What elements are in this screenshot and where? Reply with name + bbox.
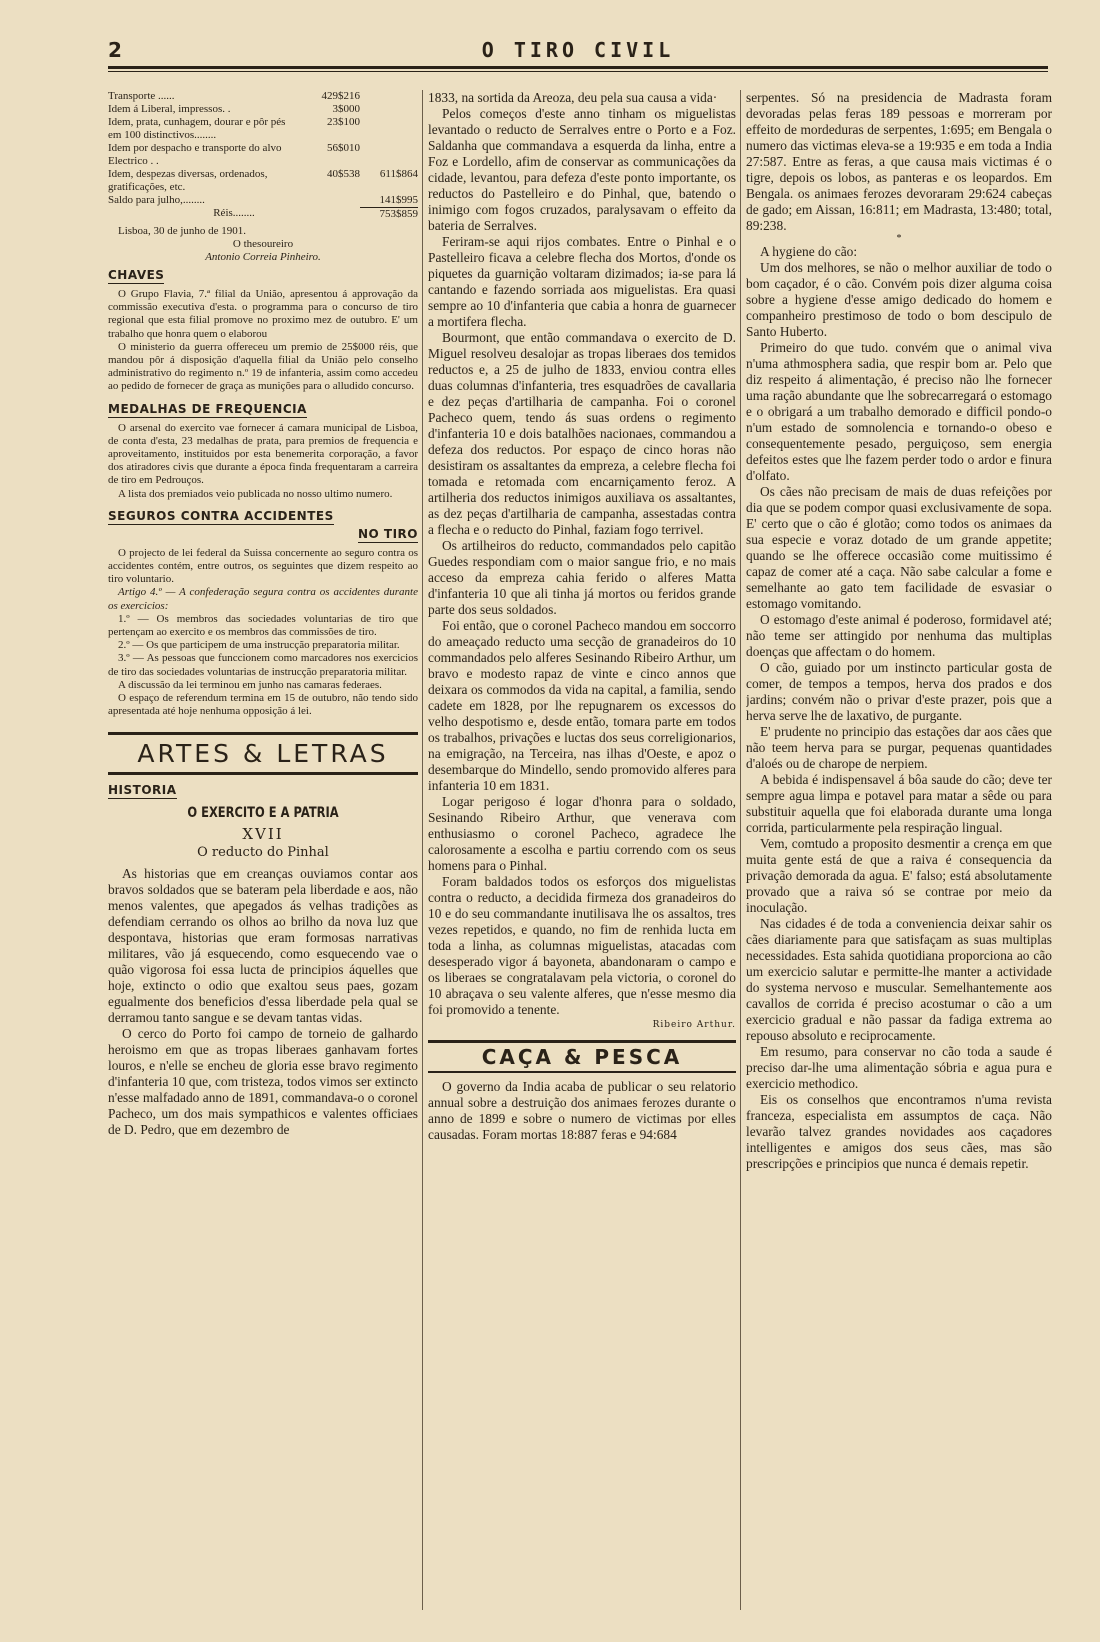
history-article-continued: 1833, na sortida da Areoza, deu pela sua causa a vida· Pelos começos d'este anno tinham os miguelistas levantado o reducto de Serralves entre o Porto e a Foz. Saldanha que commandava a esquerda da linha, entre a Foz e Lordello, afim de conservar as communicações da cidade, levantou, para defeza d'este ponto importante, os reductos do Pastelleiro e do Pinhal, que, batendo o inimigo com fogos cruzados, paralysavam o effeito da bateria de Serralves. Feriram-se aqui rijos combates. Entre o Pinhal e o Pastelleiro ficava a celebre flecha dos Mortos, d'onde os piquetes da guarnição voltaram dizimados; ia-se para lá cantando e fazendo sorriada aos miguelistas. Era quasi sempre ao 10 d'infanteria que cabia a honra de guarnecer a mortifera flecha. Bourmont, que então commandava o exercito de D. Miguel resolveu desalojar as tropas liberaes dos temidos reductos e, a 25 de julho de 1833, enviou contra elles duas columnas d'infanteria, tres esquadrões de cavallaria e dez peças d'artilharia de campanha. Foi o coronel Pacheco quem, tendo ás suas ordens o regimento d'infanteria 10 e dois batalhões nacionaes, commandou a defeza dos reductos. Por espaço de cinco horas não desistiram os assaltantes da empreza, a celebre flecha foi tomada e retomada com encarniçamento feroz. A artilheria dos reductos inimigos auxiliava os assaltantes, as dez peças d'artilharia de campanha, assestadas contra a flecha e o reducto do Pinhal, faziam fogo terrivel. Os artilheiros do reducto, commandados pelo capitão Guedes respondiam com o maior sangue frio, e no mais acceso da empreza cahia ferido o alferes Matta d'infanteria 10 que ali tinha já mortos ou feridos grande parte dos seus soldados. Foi então, que o coronel Pacheco mandou em soccorro do ameaçado reducto uma secção de granadeiros do 10 commandados pelo alferes Sesinando Ribeiro Arthur, um bravo e modesto rapaz de vinte e cinco annos que deixara os commodos da vida na capital, a familia, sendo cadete em 1828, por lhe repugnarem os excessos do velho despotismo e, desde então, tomara parte em todos os trabalhos, privações e luctas dos seus correligionarios, na emigração, na Terceira, nas ilhas d'Oeste, e apoz o desembarque do Mindello, sendo promovido alferes para infanteria 10 em 1831. Logar perigoso é logar d'honra para o soldado, Sesinando Ribeiro Arthur, que venerava com enthusiasmo o coronel Pacheco, agradece lhe calorosamente a escolha e partiu correndo com os seus homens para o Pinhal. Foram baldados todos os esforços dos miguelistas contra o reducto, a decidida firmeza dos granadeiros do 10 e do seu commandante inutilisava lhe os assaltos, tres vezes repetidos, e quando, no fim de renhida lucta em toda a linha, as columnas miguelistas, atacadas com desesperado vigor á bayoneta, abandonaram o campo e os liberaes se congratalavam pela victoria, o coronel do 10 abraçava o seu valente alferes, que n'esse mesmo dia foi promovido a tenente. (428, 90, 736, 1017)
section-heading-medalhas: MEDALHAS DE FREQUENCIA (108, 401, 307, 416)
treasury-account (108, 90, 418, 264)
account-row: Transporte ...... 429$216 (108, 90, 360, 102)
treasurer-name: Antonio Correia Pinheiro. (205, 251, 321, 263)
section-title-artes-letras: ARTES & LETRAS (108, 732, 418, 775)
account-row: Idem, prata, cunhagem, dourar e pôr pés em 100 distinctivos........ 23$100 (108, 116, 360, 141)
caca-article-continued: serpentes. Só na presidencia de Madrasta foram devoradas pelas feras 189 pessoas e morreram por effeito de mordeduras de serpentes, 1:695; em Bengala o numero das victimas eleva-se a 19:935 e em toda a India 27:587. Entre as feras, a que causa mais victimas é o tigre, depois os lobos, as panteras e os leopardos. Em Bengala. os animaes ferozes devoraram 29:624 cabeças de gado; em Aissan, 16:811; em Madrasta, 13:480; total, 89:238. * A hygiene do cão: Um dos melhores, se não o melhor auxiliar de todo o bom caçador, é o cão. Convém pois dizer alguma coisa sobre a hygiene d'esse amigo dedicado do homem e companheiro prestimoso de todo o bom descipulo de Santo Huberto. Primeiro do que tudo. convém que o animal viva n'uma athmosphera sadia, que respir bom ar. Pelo que diz respeito á alimentação, é preciso não lhe fornecer uma ração abundante que lhe sobrecarregará o estomago e o obrigará a um trabalho demorado e difficil pondo-o n'um estado de somnolencia e tornando-o obeso e consequentemente pesado, perguiçoso, sem energia defeitos estes que lhe fazem perder todo o ardor e finura d'olfato. Os cães não precisam de mais de duas refeições por dia que se podem compor quasi exclusivamente de sopa. E' certo que o cão é glotão; como todos os animaes da sua especie e voraz dotado de um grande appetite; quando se lhe offerece occasião come muitissimo é capaz de comer até a caça. Não sabe calcular a fome e semelhante ao gato tem facilidade de esvasiar o estomago vomitando. O estomago d'este animal é poderoso, formidavel até; não teme ser attingido por nenhuma das multiplas doenças que affectam o do homem. O cão, guiado por um instincto particular gosta de comer, de tempos a tempos, herva dos prados e dos jardins; convém não o privar d'este prazer, pois que a herva serve lhe de laxativo, de purgante. E' prudente no principio das estações dar aos cães que não teem herva para se purgar, pequenas quantidades d'aloés ou de charope de nerpiem. A bebida é indispensavel á bôa saude do cão; deve ter sempre agua limpa e potavel para matar a sêde ou para substituir aquella que foi elaborada durante uma longa corrida, particularmente pela respiração lingual. Vem, comtudo a proposito desmentir a crença em que muita gente está de que a raiva é consequencia da privação demorada da agua. E' falso; está absolutamente provado que a raiva só se contrae por meio da inoculação. Nas cidades é de toda a conveniencia deixar sahir os cães diariamente para que satisfaçam as suas multiplas necessidades. Esta sahida quotidiana proporciona ao cão um exercicio salutar e permitte-lhe manter a actividade do systema nervoso e muscular. Semelhantemente aos cavallos de corrida é preciso acostumar o cão a um exercicio gradual e não passar da fadiga extrema ao repouso absoluto e reciprocamente. Em resumo, para conservar no cão toda a saude é preciso dar-lhe uma alimentação sóbria e agua pura e exercicio methodico. Eis os conselhos que encontramos n'uma revista franceza, especialista em assumptos de caça. Não levarão talvez grandes novidades aos caçadores intelligentes e amigos dos seus cães, mas são prescripções e principios que nunca é demais repetir. (746, 90, 1052, 1171)
column-divider (422, 90, 423, 1610)
separator-star: * (896, 233, 902, 244)
header-rule-thin (108, 71, 1048, 72)
seguros-article: O projecto de lei federal da Suissa concernente ao seguro contra os accidentes contém, entre outros, os seguintes que dizem respeito ao tiro voluntario. Artigo 4.º — A confederação segura contra os accidentes durante os exercicios: 1.º — Os membros das sociedades voluntarias de tiro que pertençam ao exercito e os membros das commissões de tiro. 2.º — Os que participem de uma instrucção preparatoria militar. 3.º — As pessoas que funccionem como marcadores nos exercicios de tiro das sociedades voluntarias de instrucção preparatoria militar. A discussão da lei terminou em junho nas camaras federaes. O espaço de referendum termina em 15 de outubro, não tendo sido apresentada até hoje nenhuma opposição á lei. (108, 546, 418, 718)
section-heading-historia: HISTORIA (108, 783, 177, 798)
treasurer-title: O thesoureiro (232, 238, 294, 250)
page-number: 2 (108, 38, 122, 62)
caca-article: O governo da India acaba de publicar o seu relatorio annual sobre a destruição dos animaes ferozes durante o anno de 1899 e sobre o numero de victimas por elles causadas. Foram mortas 18:887 feras e 94:684 (428, 1079, 736, 1142)
account-row: Saldo para julho,........ 141$995 (108, 194, 418, 206)
article-number: XVII (242, 825, 284, 844)
chaves-article: O Grupo Flavia, 7.ª filial da União, apresentou á approvação da commissão executiva d'esta. o programma para o concurso de tiro regional que esta filial promove no proximo mez de outubro. E' um trabalho que honra quem o elaborou O ministerio da guerra offereceu um premio de 25$000 réis, que mandou pôr á disposição d'aquella filial da União pelo conselho administrativo do regimento n.º 19 de infanteria, assim como accedeu ao pedido de fornecer de graça as munições para o alludido concurso. (108, 288, 418, 393)
article-title: O EXERCITO E A PATRIA (187, 805, 339, 822)
article-subtitle: O reducto do Pinhal (197, 845, 329, 861)
account-row: Idem, despezas diversas, ordenados, gratificações, etc. 40$538 611$864 (108, 168, 418, 193)
page-header (108, 34, 1048, 74)
column-1 (108, 90, 418, 1610)
date-line: Lisboa, 30 de junho de 1901. (118, 225, 247, 237)
section-title-caca-pesca: CAÇA & PESCA (428, 1040, 736, 1073)
section-heading-no-tiro: NO TIRO (357, 526, 418, 541)
masthead-title: O TIRO CIVIL (481, 38, 675, 62)
account-row: Idem á Liberal, impressos. . 3$000 (108, 103, 360, 115)
account-row: Idem por despacho e transporte do alvo Electrico . . 56$010 (108, 142, 360, 167)
section-heading-seguros: SEGUROS CONTRA ACCIDENTES (108, 508, 334, 523)
header-rule-thick (108, 66, 1048, 69)
column-3 (746, 90, 1052, 1610)
medalhas-article: O arsenal do exercito vae fornecer á camara municipal de Lisboa, de conta d'esta, 23 medalhas de prata, para premios de frequencia e aproveitamento, instituidos por esta benemerita corporação, a favor dos atiradores civis que durante a época finda frequentaram a carreira de tiro em Pedrouços. A lista dos premiados veio publicada no nosso ultimo numero. (108, 421, 418, 500)
account-total-row: Réis........ 753$859 (213, 207, 418, 220)
account-total: 753$859 (360, 207, 418, 221)
history-article: As historias que em creanças ouviamos contar aos bravos soldados que se bateram pela liberdade e aos, não menos valentes, que apegados ás velhas tradições as defendiam cerrando os olhos ao brilho da nova luz que despontava, historias que eram formosas narrativas militares, vão já esquecendo, como esquecendo vae o quão vigorosa foi essa lucta de principios áquelles que hoje, extincto o odio que exaltou seus paes, gozam egualmente dos beneficios d'essa liberdade pela qual se derramou tanto sangue e se devam tantas vidas. O cerco do Porto foi campo de torneio de galhardo heroismo em que as tropas liberaes ganhavam fortes louros, e n'elle se encheu de gloria esse bravo regimento d'infanteria 10 que, com tristeza, todos vimos ser extincto n'esse malfadado anno de 1891, commandava-o o coronel Pacheco, um dos mais sympathicos e valentes officiaes de D. Pedro, que em dezembro de (108, 866, 418, 1138)
section-heading-chaves: CHAVES (108, 268, 165, 282)
column-2 (428, 90, 736, 1610)
article-signature: Ribeiro Arthur. (652, 1020, 736, 1030)
column-divider (740, 90, 741, 1610)
